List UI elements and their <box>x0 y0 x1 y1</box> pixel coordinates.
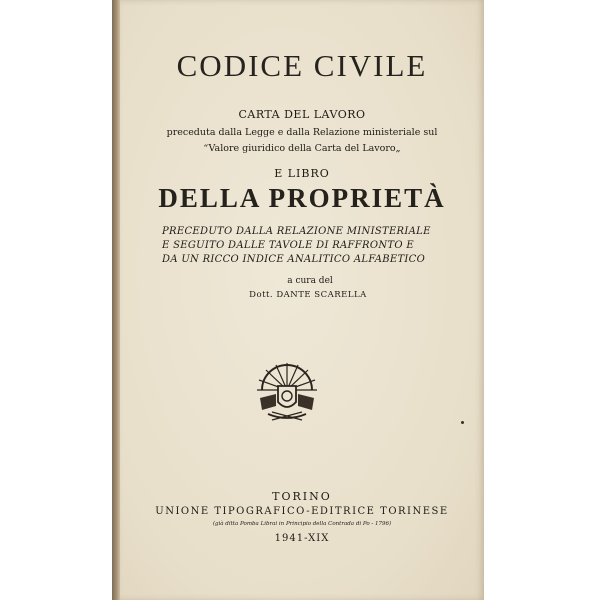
e-libro-heading: E LIBRO <box>274 167 330 180</box>
description-line-2: E SEGUITO DALLE TAVOLE DI RAFFRONTO E <box>162 240 414 251</box>
paper-spot <box>461 421 464 424</box>
publisher-name: UNIONE TIPOGRAFICO-EDITRICE TORINESE <box>155 506 449 517</box>
subtitle-line-2: “Valore giuridico della Carta del Lavoro„ <box>203 143 401 154</box>
subtitle-line-1: preceduta dalla Legge e dalla Relazione ministeriale sul <box>166 127 438 138</box>
author-name: Dott. DANTE SCARELLA <box>249 290 367 300</box>
title-page <box>120 0 484 600</box>
publisher-former-name: (già ditta Pomba Librai in Principio della Contrada di Po - 1796) <box>212 521 392 527</box>
publisher-emblem-icon <box>254 360 320 426</box>
a-cura-label: a cura del <box>287 276 333 286</box>
city-name: TORINO <box>272 490 332 503</box>
publication-year: 1941-XIX <box>274 533 330 544</box>
proprieta-title: DELLA PROPRIETÀ <box>158 183 446 213</box>
book-edge <box>112 0 120 600</box>
book-title: CODICE CIVILE <box>176 48 428 83</box>
carta-del-lavoro-heading: CARTA DEL LAVORO <box>238 108 366 121</box>
description-line-3: DA UN RICCO INDICE ANALITICO ALFABETICO <box>162 254 426 265</box>
description-line-1: PRECEDUTO DALLA RELAZIONE MINISTERIALE <box>162 226 431 237</box>
